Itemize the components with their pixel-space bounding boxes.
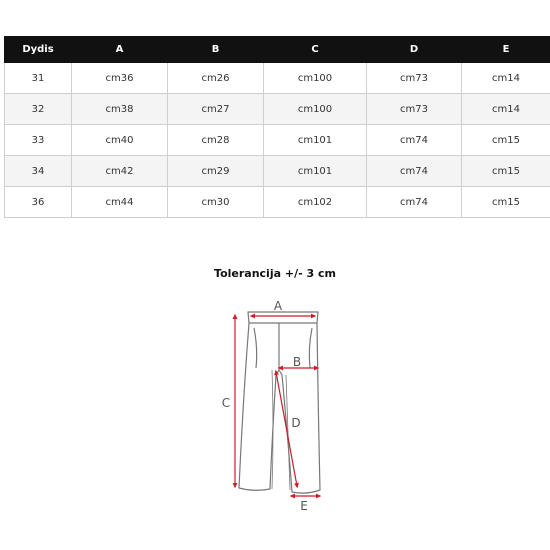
table-cell: cm74 (367, 125, 462, 156)
table-cell: cm100 (264, 94, 367, 125)
table-cell: 33 (5, 125, 72, 156)
table-cell: cm27 (168, 94, 264, 125)
table-cell: cm36 (72, 63, 168, 94)
table-cell: 34 (5, 156, 72, 187)
table-cell: 36 (5, 187, 72, 218)
pants-measurement-diagram (200, 290, 360, 520)
table-cell: cm28 (168, 125, 264, 156)
label-b: B (292, 355, 302, 369)
table-row (5, 156, 550, 187)
table-cell: cm102 (264, 187, 367, 218)
table-cell: cm15 (462, 187, 550, 218)
label-c: C (221, 396, 231, 410)
table-cell: cm100 (264, 63, 367, 94)
table-cell: 32 (5, 94, 72, 125)
header-b: B (168, 37, 264, 63)
pants-outline-icon (239, 312, 320, 493)
header-c: C (264, 37, 367, 63)
header-e: E (462, 37, 550, 63)
table-cell: cm73 (367, 94, 462, 125)
header-a: A (72, 37, 168, 63)
size-table (4, 36, 550, 218)
table-cell: cm42 (72, 156, 168, 187)
table-row (5, 187, 550, 218)
tolerance-note: Tolerancija +/- 3 cm (214, 267, 336, 280)
table-row (5, 125, 550, 156)
table-cell: cm30 (168, 187, 264, 218)
header-size: Dydis (5, 37, 72, 63)
label-d: D (291, 416, 301, 430)
table-cell: 31 (5, 63, 72, 94)
table-cell: cm73 (367, 63, 462, 94)
table-cell: cm14 (462, 94, 550, 125)
table-cell: cm101 (264, 125, 367, 156)
table-header-row (5, 37, 550, 63)
table-cell: cm74 (367, 187, 462, 218)
label-e: E (300, 499, 308, 513)
table-cell: cm44 (72, 187, 168, 218)
table-cell: cm29 (168, 156, 264, 187)
header-d: D (367, 37, 462, 63)
table-cell: cm26 (168, 63, 264, 94)
table-cell: cm40 (72, 125, 168, 156)
label-a: A (273, 299, 283, 313)
table-cell: cm14 (462, 63, 550, 94)
table-cell: cm101 (264, 156, 367, 187)
table-cell: cm15 (462, 125, 550, 156)
table-row (5, 63, 550, 94)
table-row (5, 94, 550, 125)
table-cell: cm15 (462, 156, 550, 187)
table-cell: cm38 (72, 94, 168, 125)
table-cell: cm74 (367, 156, 462, 187)
